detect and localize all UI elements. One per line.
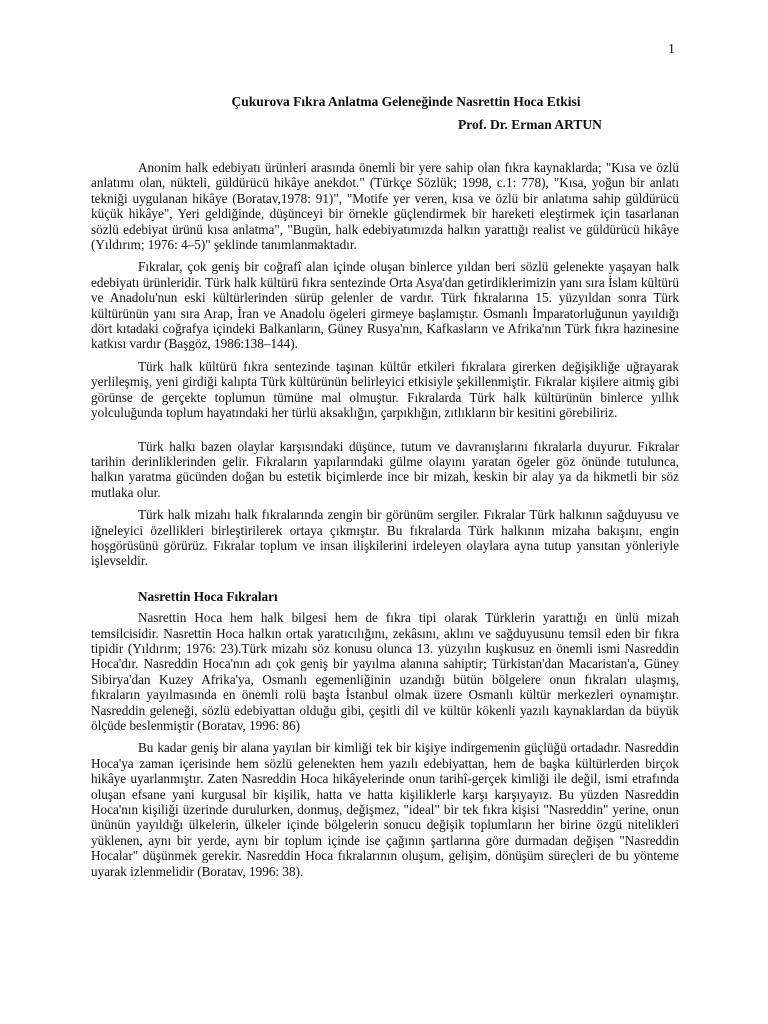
paragraph: Anonim halk edebiyatı ürünleri arasında önemli bir yere sahip olan fıkra kaynaklarda; "Kısa ve özlü anlatımı olan, nükteli, güldürücü hikâye anekdot." (Türkçe Sözlük; 1998, c.1: 778), "Kısa, yoğun bir anlatı tekniği uygulanan hikâye (Boratav,1978: 91)", "Motife yer veren, kısa ve özlü bir anlatıma sahip güldürücü küçük hikâye", Yeri geldiğinde, düşünceyi bir örnekle güçlendirmek bir hareketi eleştirmek için tasarlanan sözlü edebiyat ürünü kısa anlatma", "Bugün, halk edebiyatımızda halkın yarattığı realist ve güldürücü hikâye (Yıldırım; 1976: 4–5)" şeklinde tanımlanmaktadır. [91,160,679,253]
paragraph: Türk halkı bazen olaylar karşısındaki düşünce, tutum ve davranışlarını fıkralarla duyurur. Fıkralar tarihin derinliklerinden gelir. Fıkraların yapılarındaki gülme olayını yaratan ögeler göz önünde tutulunca, halkın yaratma gücünden doğan bu estetik biçimlerde ince bir mizah, keskin bir alay ya da hikmetli bir söz mutlaka olur. [91,438,679,500]
author-name: Prof. Dr. Erman ARTUN [458,117,602,132]
page-number: 1 [668,42,675,57]
document-title: Çukurova Fıkra Anlatma Geleneğinde Nasrettin Hoca Etkisi [231,94,581,109]
section-heading: Nasrettin Hoca Fıkraları [138,588,278,604]
paragraph: Türk halk kültürü fıkra sentezinde taşınan kültür etkileri fıkralara girerken değişikliğe uğrayarak yerlileşmiş, yeni girdiği kalıpta Türk kültürünün belirleyici etkisiyle şekillenmiştir. Fıkralar kişilere aitmiş gibi görünse de gerçekte toplumun tümüne mal olmuştur. Fıkralarda Türk halk kültürünün binlerce yıllık yolculuğunda toplum hayatındaki her türlü aksaklığın, çarpıklığın, zıtlıkların bir kesitini görebiliriz. [91,358,679,421]
paragraph: Fıkralar, çok geniş bir coğrafî alan içinde oluşan binlerce yıldan beri sözlü gelenekte yaşayan halk edebiyatı ürünleridir. Türk halk kültürü fıkra sentezinde Orta Asya'dan getirdiklerimizin yanı sıra İslam kültürü ve Anadolu'nun eski kültürlerinden sürüp gelenler de vardır. Türk fıkralarına 15. yüzyıldan sonra Türk kültürünün yanı sıra Arap, İran ve Anadolu ögeleri girmeye başlamıştır. Osmanlı İmparatorluğunun yayıldığı dört kıtadaki coğrafya içindeki Balkanların, Güney Rusya'nın, Kafkasların ve Afrika'nın Türk fıkra hazinesine katkısı vardır (Başgöz, 1986:138–144). [91,259,679,352]
paragraph: Bu kadar geniş bir alana yayılan bir kimliği tek bir kişiye indirgemenin güçlüğü ortadadır. Nasreddin Hoca'ya zaman içerisinde hem sözlü gelenekten hem yazılı edebiyattan, hem de başka kültürlerden birçok hikâye uyarlanmıştır. Zaten Nasreddin Hoca hikâyelerinde onun tarihî-gerçek kimliği ile değil, ismi etrafında oluşan efsane yani kurgusal bir kişilik, hatta ve hatta kişiliklerle karşı karşıyayız. Bu yüzden Nasreddin Hoca'nın kişiliği üzerinde durulurken, donmuş, değişmez, "ideal" bir tek fıkra kişisi "Nasreddin" yerine, onun ününün yayıldığı ülkelerin, ülkeler içinde bölgelerin sonucu değişik toplumların her birine özgü nitelikleri yüklenen, aynı bir yerde, aynı bir toplum içinde ise çağının şartlarına göre durmadan değişen "Nasreddin Hocalar" düşünmek gerekir. Nasreddin Hoca fıkralarının oluşum, gelişim, dönüşüm süreçleri de bu yönteme uyarak izlenmelidir (Boratav, 1996: 38). [91,740,679,879]
document-body [91,160,679,886]
paragraph: Türk halk mizahı halk fıkralarında zengin bir görünüm sergiler. Fıkralar Türk halkının sağduyusu ve iğneleyici özellikleri birleştirilerek ortaya çıkmıştır. Bu fıkralarda Türk halkının mizaha bakışını, engin hoşgörüsünü görürüz. Fıkralar toplum ve insan ilişkilerini irdeleyen olaylara ayna tutup yansıtan yönleriyle işlevseldir. [91,507,679,569]
paragraph: Nasrettin Hoca hem halk bilgesi hem de fıkra tipi olarak Türklerin yarattığı en ünlü mizah temsilcisidir. Nasrettin Hoca halkın ortak yaratıcılığını, zekâsını, aklını ve sağduyusunu temsil eden bir fıkra tipidir (Yıldırım; 1976: 23).Türk mizahı söz konusu olunca 13. yüzyılın kuşkusuz en önemli ismi Nasreddin Hoca'dır. Nasreddin Hoca'nın adı çok geniş bir yayılma alanına sahiptir; Türkistan'dan Macaristan'a, Güney Sibirya'dan Kuzey Afrika'ya, Osmanlı egemenliğinin uzandığı bütün bölgelere onun fıkraları ulaşmış, fıkraların yayılmasında en önemli rolü başta İstanbul olmak üzere Osmanlı kültür merkezleri oynamıştır. Nasreddin geleneği, sözlü edebiyattan olduğu gibi, çeşitli dil ve kültür kökenli yazılı kaynaklardan da büyük ölçüde beslenmiştir (Boratav, 1996: 86) [91,610,679,733]
